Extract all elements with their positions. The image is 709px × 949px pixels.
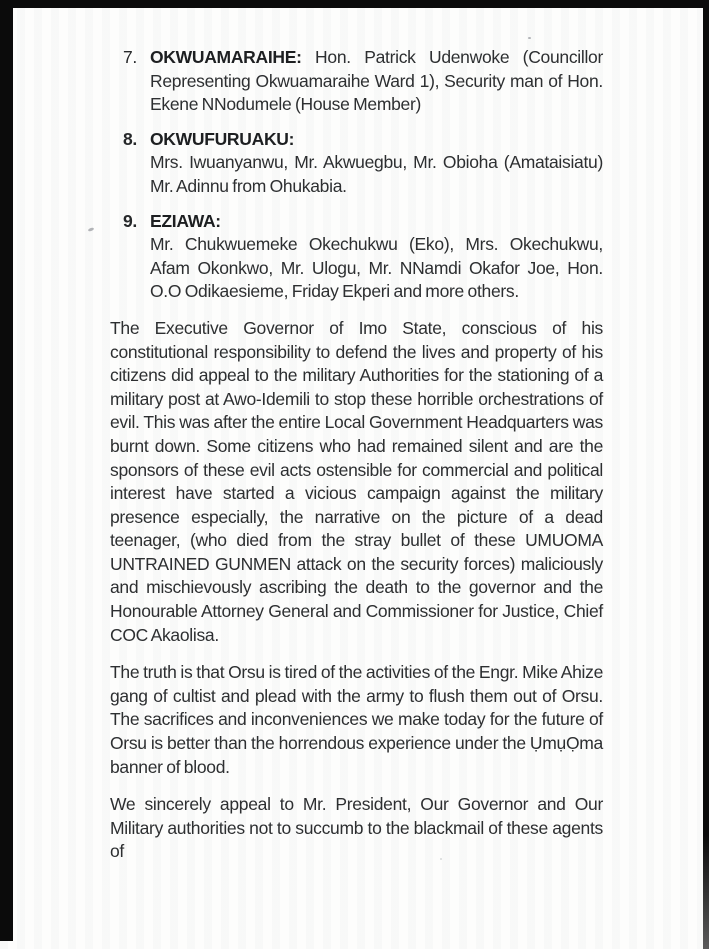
list-item-text: Mr. Chukwuemeke Okechukwu (Eko), Mrs. Okechukwu, Afam Okonkwo, Mr. Ulogu, Mr. NNamdi Okafor Joe, Hon. O.O Odikaesieme, Friday Ekperi and more others. [150,234,603,302]
list-item-body [150,128,603,199]
body-paragraph-2: The truth is that Orsu is tired of the activities of the Engr. Mike Ahize gang of cultist and plead with the army to flush them out of Orsu. The sacrifices and inconveniences we make today for the future of Orsu is better than the horrendous experience under the ỤmụỌma banner of blood. [110,662,603,777]
list-item-label: EZIAWA: [150,210,221,231]
list-item-text: Mrs. Iwuanyanwu, Mr. Akwuegbu, Mr. Obioha (Amataisiatu) Mr. Adinnu from Ohukabia. [150,152,603,196]
body-paragraph-3: We sincerely appeal to Mr. President, Our Governor and Our Military authorities not to succumb to the blackmail of these agents of [110,794,603,862]
list-item-number: 9. [123,210,137,231]
list-item-body [150,210,603,304]
list-item-number: 8. [123,128,137,149]
list-item-text: Hon. Patrick Udenwoke (Councillor Representing Okwuamaraihe Ward 1), Security man of Hon. Ekene NNodumele (House Member) [150,47,604,115]
list-item-8 [110,128,603,199]
scan-border-left [0,0,13,941]
list-item-9 [110,210,603,304]
list-item-number: 7. [123,47,137,67]
list-item-body [150,46,603,117]
scan-border-right [703,0,709,949]
body-paragraph-1: The Executive Governor of Imo State, conscious of his constitutional responsibility to defend the lives and property of his citizens did appeal to the military Authorities for the stationing of a military post at Awo-Idemili to stop these horrible orchestrations of evil. This was after the entire Local Government Headquarters was burnt down. Some citizens who had remained silent and are the sponsors of these evil acts ostensible for commercial and political interest have started a vicious campaign against the military presence especially, the narrative on the picture of a dead teenager, (who died from the stray bullet of these UMUOMA UNTRAINED GUNMEN attack on the security forces) maliciously and mischievously ascribing the death to the governor and the Honourable Attorney General and Commissioner for Justice, Chief COC Akaolisa. [110,317,603,645]
list-item-label: OKWUAMARAIHE: [150,47,302,67]
list-item-label: OKWUFURUAKU: [150,128,295,149]
document-content [110,46,603,864]
scan-artifact-speck [528,37,531,39]
list-item-7 [110,46,603,117]
scan-artifact-speck [88,227,95,232]
scan-border-top [0,0,709,8]
community-numbered-list [110,46,603,304]
